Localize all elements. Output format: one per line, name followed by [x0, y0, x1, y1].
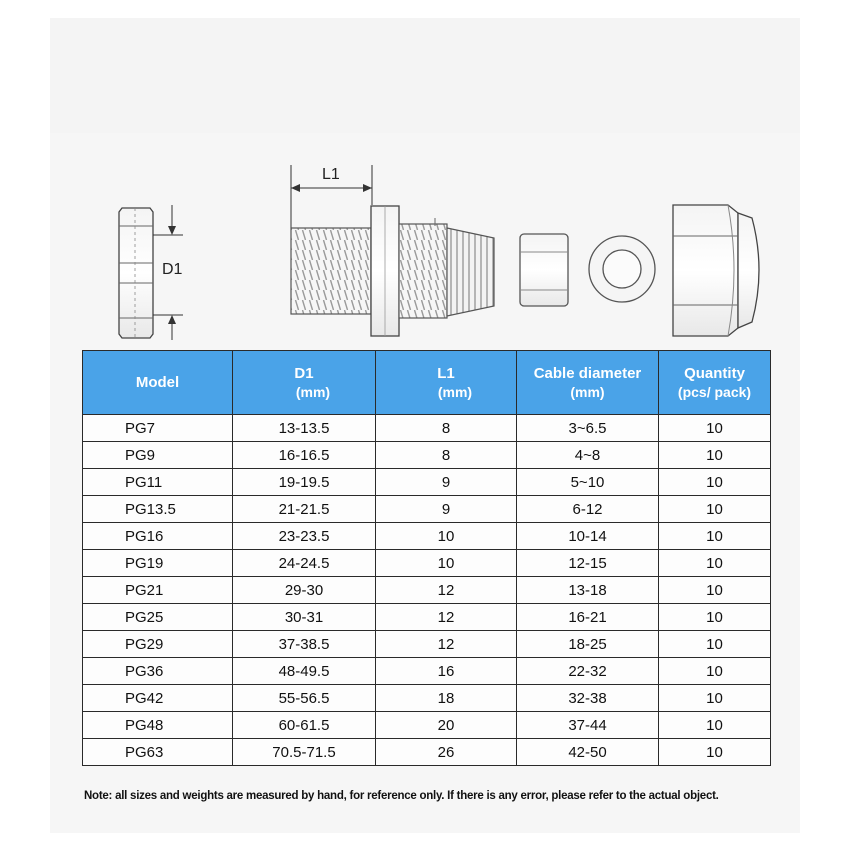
table-row — [83, 496, 771, 523]
cell-model: PG11 — [83, 469, 233, 496]
cell-d1: 55-56.5 — [233, 685, 376, 712]
cell-cable: 22-32 — [517, 658, 659, 685]
cell-qty: 10 — [659, 739, 771, 766]
cell-model: PG29 — [83, 631, 233, 658]
cell-cable: 5~10 — [517, 469, 659, 496]
table-row — [83, 739, 771, 766]
cell-model: PG42 — [83, 685, 233, 712]
lock-nut-drawing — [119, 208, 153, 338]
cell-d1: 70.5-71.5 — [233, 739, 376, 766]
cell-qty: 10 — [659, 631, 771, 658]
header-l1-label: L1 — [437, 364, 455, 382]
cell-cable: 12-15 — [517, 550, 659, 577]
cell-qty: 10 — [659, 604, 771, 631]
cell-d1: 37-38.5 — [233, 631, 376, 658]
table-row — [83, 550, 771, 577]
cell-d1: 16-16.5 — [233, 442, 376, 469]
cell-qty: 10 — [659, 415, 771, 442]
cell-qty: 10 — [659, 442, 771, 469]
cell-qty: 10 — [659, 712, 771, 739]
cell-l1: 18 — [376, 685, 517, 712]
header-qty-unit: (pcs/ pack) — [677, 383, 752, 400]
cell-qty: 10 — [659, 577, 771, 604]
table-row — [83, 712, 771, 739]
cell-d1: 60-61.5 — [233, 712, 376, 739]
header-d1 — [233, 351, 376, 415]
cell-l1: 9 — [376, 496, 517, 523]
cell-cable: 42-50 — [517, 739, 659, 766]
cell-d1: 21-21.5 — [233, 496, 376, 523]
cell-model: PG36 — [83, 658, 233, 685]
table-header-row — [83, 351, 771, 415]
table-row — [83, 658, 771, 685]
header-l1-unit: (mm) — [437, 383, 473, 400]
cell-qty: 10 — [659, 523, 771, 550]
header-d1-label: D1 — [294, 364, 314, 382]
header-qty-label: Quantity — [684, 364, 745, 382]
cell-d1: 48-49.5 — [233, 658, 376, 685]
cell-cable: 6-12 — [517, 496, 659, 523]
cell-l1: 8 — [376, 415, 517, 442]
cell-model: PG9 — [83, 442, 233, 469]
table-row — [83, 523, 771, 550]
cell-cable: 18-25 — [517, 631, 659, 658]
cell-model: PG48 — [83, 712, 233, 739]
cell-d1: 13-13.5 — [233, 415, 376, 442]
gland-body-drawing — [291, 206, 494, 336]
cell-d1: 19-19.5 — [233, 469, 376, 496]
table-row — [83, 442, 771, 469]
cell-l1: 10 — [376, 523, 517, 550]
header-l1 — [376, 351, 517, 415]
cell-l1: 12 — [376, 631, 517, 658]
cell-l1: 12 — [376, 577, 517, 604]
cell-d1: 23-23.5 — [233, 523, 376, 550]
cell-model: PG7 — [83, 415, 233, 442]
table-row — [83, 685, 771, 712]
cell-cable: 4~8 — [517, 442, 659, 469]
cell-qty: 10 — [659, 658, 771, 685]
header-cable-diameter — [517, 351, 659, 415]
cell-qty: 10 — [659, 469, 771, 496]
header-cable-label: Cable diameter — [533, 364, 642, 382]
cell-l1: 26 — [376, 739, 517, 766]
cell-cable: 16-21 — [517, 604, 659, 631]
cell-model: PG16 — [83, 523, 233, 550]
header-quantity — [659, 351, 771, 415]
header-d1-unit: (mm) — [295, 383, 331, 400]
cell-qty: 10 — [659, 685, 771, 712]
cell-l1: 10 — [376, 550, 517, 577]
cell-l1: 8 — [376, 442, 517, 469]
specification-table — [82, 350, 771, 766]
sealing-ring-drawing — [589, 236, 655, 302]
d1-label: D1 — [162, 261, 183, 278]
table-row — [83, 469, 771, 496]
header-cable-unit: (mm) — [570, 383, 605, 400]
cell-qty: 10 — [659, 550, 771, 577]
cell-model: PG25 — [83, 604, 233, 631]
table-row — [83, 415, 771, 442]
table-row — [83, 631, 771, 658]
cell-cable: 10-14 — [517, 523, 659, 550]
seal-insert-drawing — [520, 234, 568, 306]
table-row — [83, 577, 771, 604]
cell-model: PG63 — [83, 739, 233, 766]
cap-nut-drawing — [673, 205, 759, 336]
cell-l1: 12 — [376, 604, 517, 631]
cell-model: PG21 — [83, 577, 233, 604]
measurement-note: Note: all sizes and weights are measured by hand, for reference only. If there is any error, please refer to the actual object. — [84, 790, 719, 802]
cell-model: PG13.5 — [83, 496, 233, 523]
cell-d1: 29-30 — [233, 577, 376, 604]
cell-d1: 24-24.5 — [233, 550, 376, 577]
cell-cable: 3~6.5 — [517, 415, 659, 442]
l1-label: L1 — [322, 166, 340, 183]
cell-d1: 30-31 — [233, 604, 376, 631]
cell-cable: 37-44 — [517, 712, 659, 739]
cell-l1: 16 — [376, 658, 517, 685]
cell-cable: 32-38 — [517, 685, 659, 712]
cell-cable: 13-18 — [517, 577, 659, 604]
cell-qty: 10 — [659, 496, 771, 523]
cell-l1: 20 — [376, 712, 517, 739]
header-model: Model — [83, 351, 233, 415]
table-body — [83, 415, 771, 766]
cell-model: PG19 — [83, 550, 233, 577]
table-row — [83, 604, 771, 631]
cell-l1: 9 — [376, 469, 517, 496]
